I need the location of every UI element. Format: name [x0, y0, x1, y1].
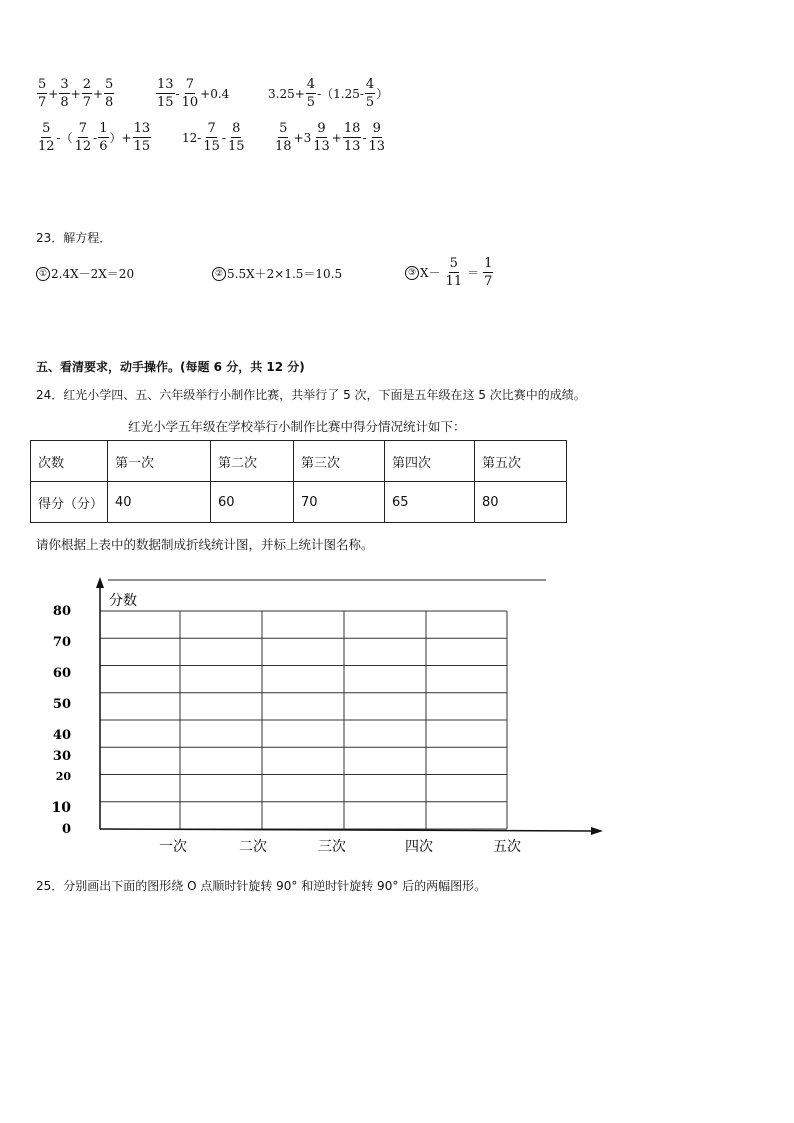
denominator: 15	[133, 139, 151, 154]
fraction	[445, 257, 464, 288]
equation-text: X－	[420, 266, 441, 280]
calc-expression-3	[268, 78, 388, 109]
table-cell: 第三次	[294, 441, 385, 482]
calc-expression-5	[182, 122, 246, 153]
numerator: 18	[343, 121, 361, 136]
operator: ）+	[109, 131, 132, 145]
fraction	[181, 78, 200, 109]
denominator: 11	[445, 274, 463, 289]
calc-expression-4	[36, 122, 152, 153]
operator: -	[221, 130, 226, 145]
x-tick-label: 一次	[159, 839, 187, 855]
table-cell: 40	[108, 482, 211, 523]
numerator: 5	[449, 256, 458, 271]
fraction	[202, 122, 221, 153]
operator: -（	[56, 131, 73, 145]
fraction	[74, 122, 93, 153]
y-tick-label: 60	[52, 666, 71, 681]
fraction	[312, 122, 331, 153]
q23-equation-3	[405, 257, 494, 288]
fraction	[133, 122, 152, 153]
denominator: 5	[306, 95, 316, 110]
item-marker: ③	[405, 266, 419, 280]
numerator: 3	[60, 77, 69, 92]
numerator: 4	[365, 77, 375, 92]
denominator: 7	[38, 95, 47, 110]
denominator: 13	[313, 139, 330, 154]
denominator: 12	[74, 139, 92, 154]
denominator: 6	[99, 139, 108, 154]
table-cell: 80	[475, 482, 567, 523]
fraction	[82, 78, 92, 109]
fraction	[98, 122, 108, 153]
operator: +3	[293, 130, 312, 145]
fraction	[306, 78, 316, 109]
numerator: 1	[484, 256, 493, 271]
numerator: 5	[42, 121, 51, 136]
table-cell: 第五次	[475, 441, 567, 482]
numerator: 4	[306, 77, 316, 92]
fraction	[59, 78, 69, 109]
y-tick-label: 50	[52, 697, 71, 712]
denominator: 7	[484, 274, 493, 289]
numerator: 8	[232, 121, 241, 136]
x-tick-label: 二次	[239, 839, 267, 855]
operator: -	[175, 86, 180, 101]
expression-tail: ）	[376, 87, 389, 101]
item-marker: ②	[212, 267, 226, 281]
denominator: 8	[105, 95, 114, 110]
y-tick-label: 70	[52, 635, 71, 650]
expression-tail: +0.4	[200, 86, 230, 101]
numerator: 13	[157, 77, 174, 92]
y-tick-label: 40	[52, 728, 71, 743]
numerator: 5	[105, 77, 114, 92]
numerator: 7	[78, 121, 88, 136]
equals-sign: ＝	[467, 266, 480, 280]
denominator: 15	[227, 139, 245, 154]
x-axis-arrow	[591, 827, 603, 835]
q23-equation-2	[212, 265, 342, 282]
section-5-title: 五、看清要求，动手操作。(每题 6 分，共 12 分)	[36, 360, 305, 374]
table-row	[31, 441, 567, 482]
q24-instruction: 请你根据上表中的数据制成折线统计图，并标上统计图名称。	[36, 537, 374, 552]
y-tick-label: 0	[61, 822, 71, 837]
y-tick-label: 80	[52, 604, 71, 619]
numerator: 7	[185, 77, 195, 92]
x-axis	[100, 829, 594, 831]
x-tick-label: 五次	[493, 839, 521, 855]
y-axis-arrow	[96, 577, 104, 588]
denominator: 12	[38, 139, 55, 154]
item-marker: ①	[36, 267, 50, 281]
y-axis-label: 分数	[109, 593, 137, 609]
y-tick-label: 10	[51, 800, 71, 816]
table-cell: 第一次	[108, 441, 211, 482]
table-cell: 第二次	[211, 441, 294, 482]
table-cell: 第四次	[385, 441, 475, 482]
fraction	[37, 122, 56, 153]
fraction	[367, 122, 386, 153]
q25-text: 25．分别画出下面的图形绕 O 点顺时针旋转 90° 和逆时针旋转 90° 后的两幅图形。	[36, 879, 487, 893]
fraction	[274, 122, 293, 153]
table-cell: 60	[211, 482, 294, 523]
numerator: 13	[133, 121, 151, 136]
y-tick-label: 20	[55, 770, 71, 783]
operator: -（1.25-	[317, 87, 364, 101]
q23-equation-1	[36, 265, 134, 282]
operator: +	[70, 86, 81, 101]
table-cell: 65	[385, 482, 475, 523]
table-cell: 得分（分）	[31, 482, 108, 523]
x-tick-label: 四次	[405, 839, 433, 855]
denominator: 15	[157, 95, 174, 110]
fraction	[343, 122, 362, 153]
equation-text: 5.5X＋2×1.5＝10.5	[227, 267, 343, 281]
operator: -	[93, 130, 98, 145]
numerator: 2	[82, 77, 91, 92]
operator: +	[92, 86, 104, 101]
expression-head: 3.25+	[268, 86, 305, 101]
numerator: 5	[38, 77, 47, 92]
numerator: 9	[372, 121, 381, 136]
fraction	[365, 78, 375, 109]
denominator: 15	[203, 139, 220, 154]
y-tick-label: 30	[52, 749, 71, 764]
denominator: 10	[181, 95, 199, 110]
score-table	[30, 440, 567, 523]
numerator: 5	[279, 121, 288, 136]
denominator: 13	[368, 139, 386, 154]
denominator: 5	[365, 95, 375, 110]
q24-text: 24．红光小学四、五、六年级举行小制作比赛，共举行了 5 次，下面是五年级在这 5 次比赛中的成绩。	[36, 388, 586, 402]
fraction	[156, 78, 175, 109]
numerator: 9	[317, 121, 326, 136]
calc-expression-1	[36, 78, 115, 109]
table-cell: 70	[294, 482, 385, 523]
denominator: 7	[82, 95, 91, 110]
q23-title: 23．解方程．	[36, 231, 112, 245]
line-chart-grid	[0, 565, 794, 895]
table-row	[31, 482, 567, 523]
table-cell: 次数	[31, 441, 108, 482]
equation-text: 2.4X－2X＝20	[51, 267, 135, 281]
fraction	[483, 257, 493, 288]
fraction	[227, 122, 246, 153]
fraction	[104, 78, 114, 109]
operator: +	[48, 86, 59, 101]
numerator: 1	[99, 121, 108, 136]
operator: -	[362, 130, 367, 145]
calc-expression-2	[155, 78, 229, 109]
expression-head: 12-	[182, 130, 202, 145]
calc-expression-6	[273, 122, 387, 153]
x-tick-label: 三次	[318, 839, 346, 855]
denominator: 18	[275, 139, 292, 154]
denominator: 8	[60, 95, 69, 110]
denominator: 13	[343, 139, 361, 154]
operator: +	[331, 130, 342, 145]
numerator: 7	[207, 121, 216, 136]
table-title: 红光小学五年级在学校举行小制作比赛中得分情况统计如下：	[128, 419, 466, 434]
fraction	[37, 78, 47, 109]
